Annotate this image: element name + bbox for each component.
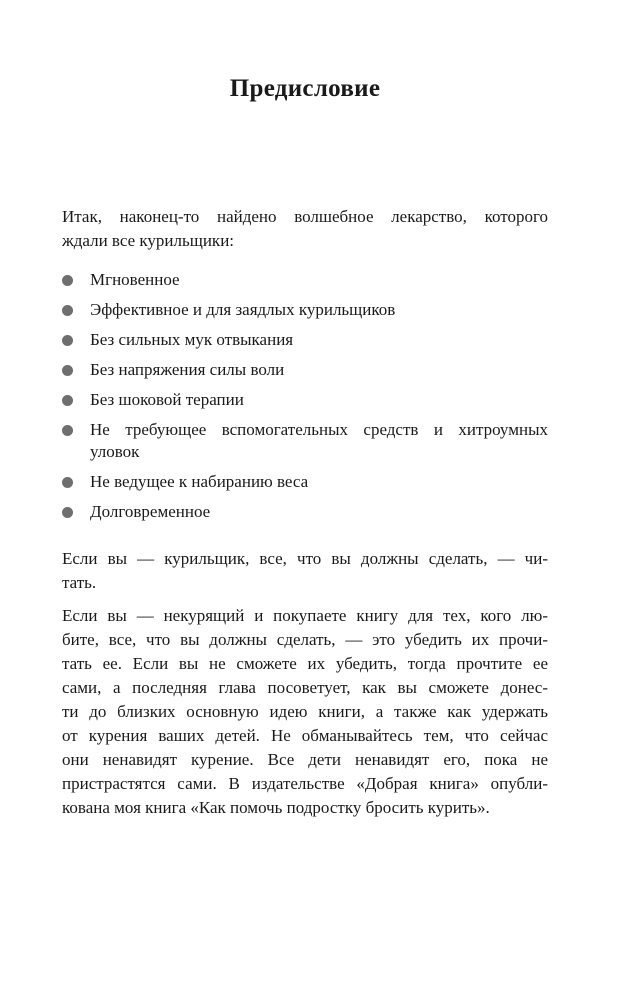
paragraph-line: Если вы — курильщик, все, что вы должны сделать, — чи- [62, 549, 548, 568]
paragraph-line: пристрастятся сами. В издательстве «Добрая книга» опубли- [62, 774, 548, 793]
bullet-icon [62, 365, 73, 376]
paragraph-line: кована моя книга «Как помочь подростку бросить курить». [62, 798, 490, 817]
intro-line: Итак, наконец-то найдено волшебное лекарство, которого [62, 207, 548, 226]
list-item-text: Мгновенное [90, 270, 180, 289]
paragraph-line: Если вы — некурящий и покупаете книгу для тех, кого лю- [62, 606, 548, 625]
list-item [62, 419, 548, 463]
list-item-text: уловок [90, 442, 140, 461]
nonsmoker-paragraph [62, 604, 548, 820]
list-item-text: Эффективное и для заядлых курильщиков [90, 300, 396, 319]
page-title: Предисловие [229, 75, 381, 102]
bullet-icon [62, 275, 73, 286]
list-item [62, 471, 548, 493]
list-item [62, 269, 548, 291]
paragraph-line: они ненавидят курение. Все дети ненавидят его, пока не [62, 750, 548, 769]
bullet-icon [62, 305, 73, 316]
bullet-icon [62, 395, 73, 406]
paragraph-line: ти до близких основную идею книги, а также как удержать [62, 702, 548, 721]
list-item-text: Без шоковой терапии [90, 390, 244, 409]
list-item-text: Долговременное [90, 502, 211, 521]
list-item [62, 299, 548, 321]
bullet-icon [62, 507, 73, 518]
list-item [62, 501, 548, 523]
list-item [62, 329, 548, 351]
list-item-text: Не требующее вспомогательных средств и хитроумных [90, 420, 548, 439]
list-item-text: Без сильных мук отвыкания [90, 330, 294, 349]
paragraph-line: от курения ваших детей. Не обманывайтесь тем, что сейчас [62, 726, 548, 745]
paragraph-line: бите, все, что вы должны сделать, — это убедить их прочи- [62, 630, 548, 649]
list-item [62, 359, 548, 381]
intro-line: ждали все курильщики: [62, 231, 235, 250]
benefits-list [62, 269, 548, 531]
paragraph-line: сами, а последняя глава посоветует, как вы сможете донес- [62, 678, 548, 697]
smoker-paragraph [62, 547, 548, 595]
list-item-text: Без напряжения силы воли [90, 360, 285, 379]
bullet-icon [62, 425, 73, 436]
intro-paragraph [62, 205, 548, 253]
bullet-icon [62, 477, 73, 488]
list-item [62, 389, 548, 411]
bullet-icon [62, 335, 73, 346]
list-item-text: Не ведущее к набиранию веса [90, 472, 309, 491]
paragraph-line: тать ее. Если вы не сможете их убедить, тогда прочтите ее [62, 654, 548, 673]
paragraph-line: тать. [62, 573, 97, 592]
